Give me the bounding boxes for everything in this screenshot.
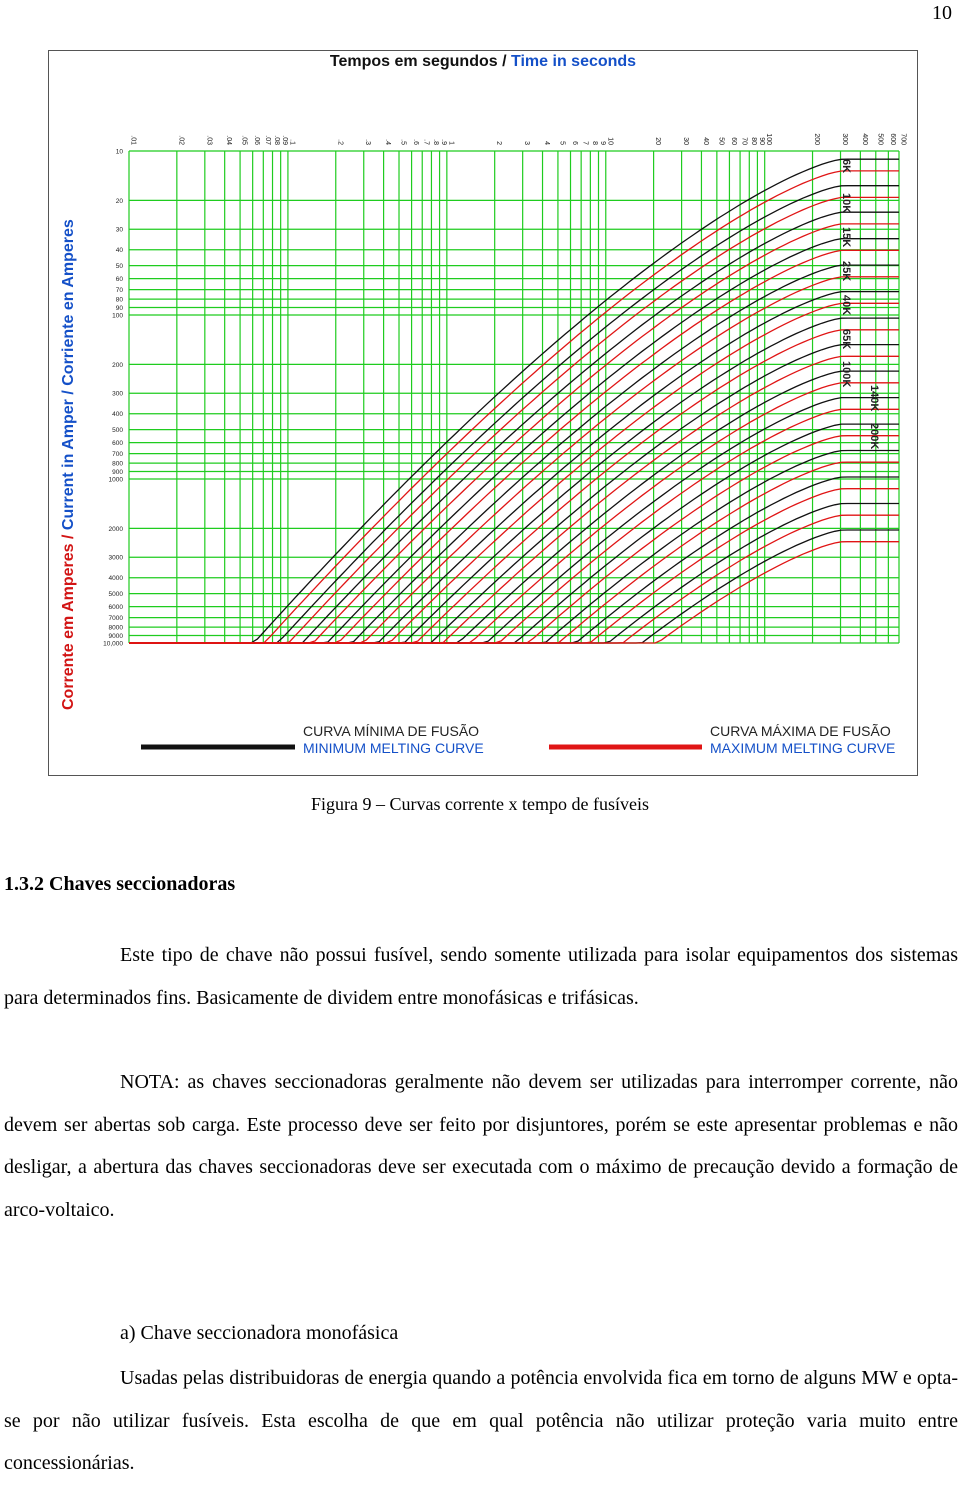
y-tick-label: 10,000 [103, 640, 123, 648]
y-tick-label: 9000 [108, 632, 123, 640]
curve-rating-label: 200K [868, 423, 880, 450]
y-tick-label: 600 [112, 440, 123, 448]
y-tick-label: 5000 [108, 591, 123, 599]
melting-curve [129, 250, 899, 643]
x-tick-label: .7 [422, 139, 430, 145]
x-tick-label: .03 [205, 135, 213, 145]
section-heading: 1.3.2 Chaves seccionadoras [4, 873, 236, 895]
y-tick-label: 30 [115, 226, 123, 234]
legend-max-label [710, 723, 895, 757]
y-tick-label: 700 [112, 451, 123, 459]
x-tick-label: .09 [281, 135, 289, 145]
x-axis-title [49, 53, 917, 71]
x-tick-label: 90 [757, 137, 765, 145]
y-tick-label: 10 [115, 148, 123, 156]
y-tick-label: 300 [112, 390, 123, 398]
y-tick-label: 70 [115, 287, 123, 295]
melting-curve [129, 277, 899, 643]
x-tick-label: 9 [598, 141, 606, 145]
y-axis-title-en: Current in Amper / Corriente en Amperes [60, 219, 77, 531]
y-tick-label: 200 [112, 361, 123, 369]
x-tick-label: 700 [899, 133, 907, 145]
legend-min-label [303, 723, 484, 757]
y-tick-label: 7000 [108, 615, 123, 623]
melting-curve [129, 303, 899, 643]
x-tick-label: .2 [336, 139, 344, 145]
y-tick-label: 60 [115, 276, 123, 284]
curve-rating-label: 25K [840, 261, 852, 282]
x-tick-label: 7 [581, 141, 589, 145]
y-tick-label: 20 [115, 197, 123, 205]
melting-curve [129, 318, 899, 643]
curve-rating-label: 6K [840, 159, 852, 174]
curve-rating-label: 15K [840, 227, 852, 248]
y-tick-label: 1000 [108, 476, 123, 484]
x-tick-label: .01 [129, 135, 137, 145]
melting-curve [129, 436, 899, 643]
melting-curve [129, 345, 899, 643]
x-tick-label: 200 [813, 133, 821, 145]
x-tick-label: .9 [440, 139, 448, 145]
y-tick-label: 2000 [108, 525, 123, 533]
y-tick-label: 800 [112, 460, 123, 468]
x-tick-label: 30 [682, 137, 690, 145]
y-tick-label: 500 [112, 427, 123, 435]
x-tick-label: 50 [717, 137, 725, 145]
x-tick-label: 10 [606, 137, 614, 145]
y-tick-label: 40 [115, 247, 123, 255]
x-tick-label: 5 [558, 141, 566, 145]
curve-rating-label: 65K [840, 329, 852, 350]
x-tick-label: .8 [431, 139, 439, 145]
x-tick-label: 300 [841, 133, 849, 145]
paragraph-3: Usadas pelas distribuidoras de energia quando a potência envolvida fica em torno de alguns MW e opta-se por não utilizar fusíveis. Esta escolha de que em qual potência não utilizar proteção varia muito entre concessionárias. [4, 1367, 958, 1474]
x-tick-label: .3 [364, 139, 372, 145]
melting-curve [129, 515, 899, 643]
x-tick-label: .6 [412, 139, 420, 145]
x-tick-label: .4 [384, 139, 392, 145]
page-number: 10 [932, 2, 952, 24]
y-axis-title-separator: / [60, 534, 77, 539]
melting-curve [129, 171, 899, 643]
x-tick-label: .5 [399, 139, 407, 145]
legend-max-line1: CURVA MÁXIMA DE FUSÃO [710, 723, 891, 739]
melting-curve [129, 159, 899, 643]
legend-max-line2: MAXIMUM MELTING CURVE [710, 740, 896, 756]
melting-curve [129, 356, 899, 643]
y-tick-label: 80 [115, 296, 123, 304]
y-tick-label: 3000 [108, 554, 123, 562]
x-tick-label: 3 [523, 141, 531, 145]
y-tick-label: 6000 [108, 604, 123, 612]
paragraph-2-nota: NOTA: as chaves seccionadoras geralmente não devem ser utilizadas para interromper corrente, não devem ser abertas sob carga. Este processo deve ser feito por disjuntores, porém se este apresentar problemas e não desligar, a abertura das chaves seccionadoras deve ser executada com o máximo de precaução devido a formação de arco-voltaico. [4, 1071, 958, 1221]
x-tick-label: .06 [253, 135, 261, 145]
x-tick-label: 100 [765, 133, 773, 145]
x-axis-title-separator: / [502, 53, 507, 70]
curve-rating-label: 40K [840, 295, 852, 316]
x-tick-label: 60 [729, 137, 737, 145]
melting-curve [129, 504, 899, 644]
x-tick-label: 8 [590, 141, 598, 145]
x-tick-label: .07 [263, 135, 271, 145]
x-tick-label: 4 [543, 141, 551, 145]
figure-caption: Figura 9 – Curvas corrente x tempo de fusíveis [311, 794, 649, 814]
x-tick-label: .04 [225, 135, 233, 145]
x-tick-label: 40 [701, 137, 709, 145]
x-tick-label: 70 [740, 137, 748, 145]
x-tick-label: .05 [240, 135, 248, 145]
y-tick-label: 4000 [108, 575, 123, 583]
x-tick-label: 1 [447, 141, 455, 145]
y-tick-label: 8000 [108, 624, 123, 632]
x-tick-label: .02 [177, 135, 185, 145]
legend-min-line2: MINIMUM MELTING CURVE [303, 740, 484, 756]
x-tick-label: 20 [654, 137, 662, 145]
x-axis-title-pt: Tempos em segundos [329, 53, 498, 70]
melting-curve [129, 530, 899, 643]
y-tick-label: 100 [112, 312, 123, 320]
x-tick-label: 400 [860, 133, 868, 145]
fuse-curve-figure [48, 50, 918, 776]
curve-rating-label: 100K [840, 361, 852, 388]
x-tick-label: .1 [288, 139, 296, 145]
x-axis-title-en: Time in seconds [511, 53, 637, 70]
curve-rating-label: 140K [868, 385, 880, 412]
x-tick-label: 80 [749, 137, 757, 145]
melting-curve [129, 330, 899, 643]
melting-curve [129, 462, 899, 643]
list-item-a: a) Chave seccionadora monofásica [120, 1322, 399, 1344]
x-tick-label: 6 [571, 141, 579, 145]
y-tick-label: 900 [112, 468, 123, 476]
x-tick-label: .08 [273, 135, 281, 145]
paragraph-1: Este tipo de chave não possui fusível, sendo somente utilizada para isolar equipamentos dos sistemas para determinados fins. Basicamente de dividem entre monofásicas e trifásicas. [4, 944, 958, 1009]
fuse-curve-chart [49, 51, 917, 775]
x-tick-label: 2 [495, 141, 503, 145]
curve-rating-label: 10K [840, 193, 852, 214]
melting-curve [129, 186, 899, 643]
x-tick-label: 600 [888, 133, 896, 145]
y-axis-title-pt: Corrente em Amperes [60, 543, 77, 710]
legend-min-line1: CURVA MÍNIMA DE FUSÃO [303, 723, 480, 739]
y-tick-label: 90 [115, 304, 123, 312]
melting-curve [129, 212, 899, 643]
melting-curve [129, 383, 899, 643]
x-tick-label: 500 [876, 133, 884, 145]
y-tick-label: 50 [115, 263, 123, 271]
y-tick-label: 400 [112, 411, 123, 419]
y-axis-title [60, 219, 78, 710]
